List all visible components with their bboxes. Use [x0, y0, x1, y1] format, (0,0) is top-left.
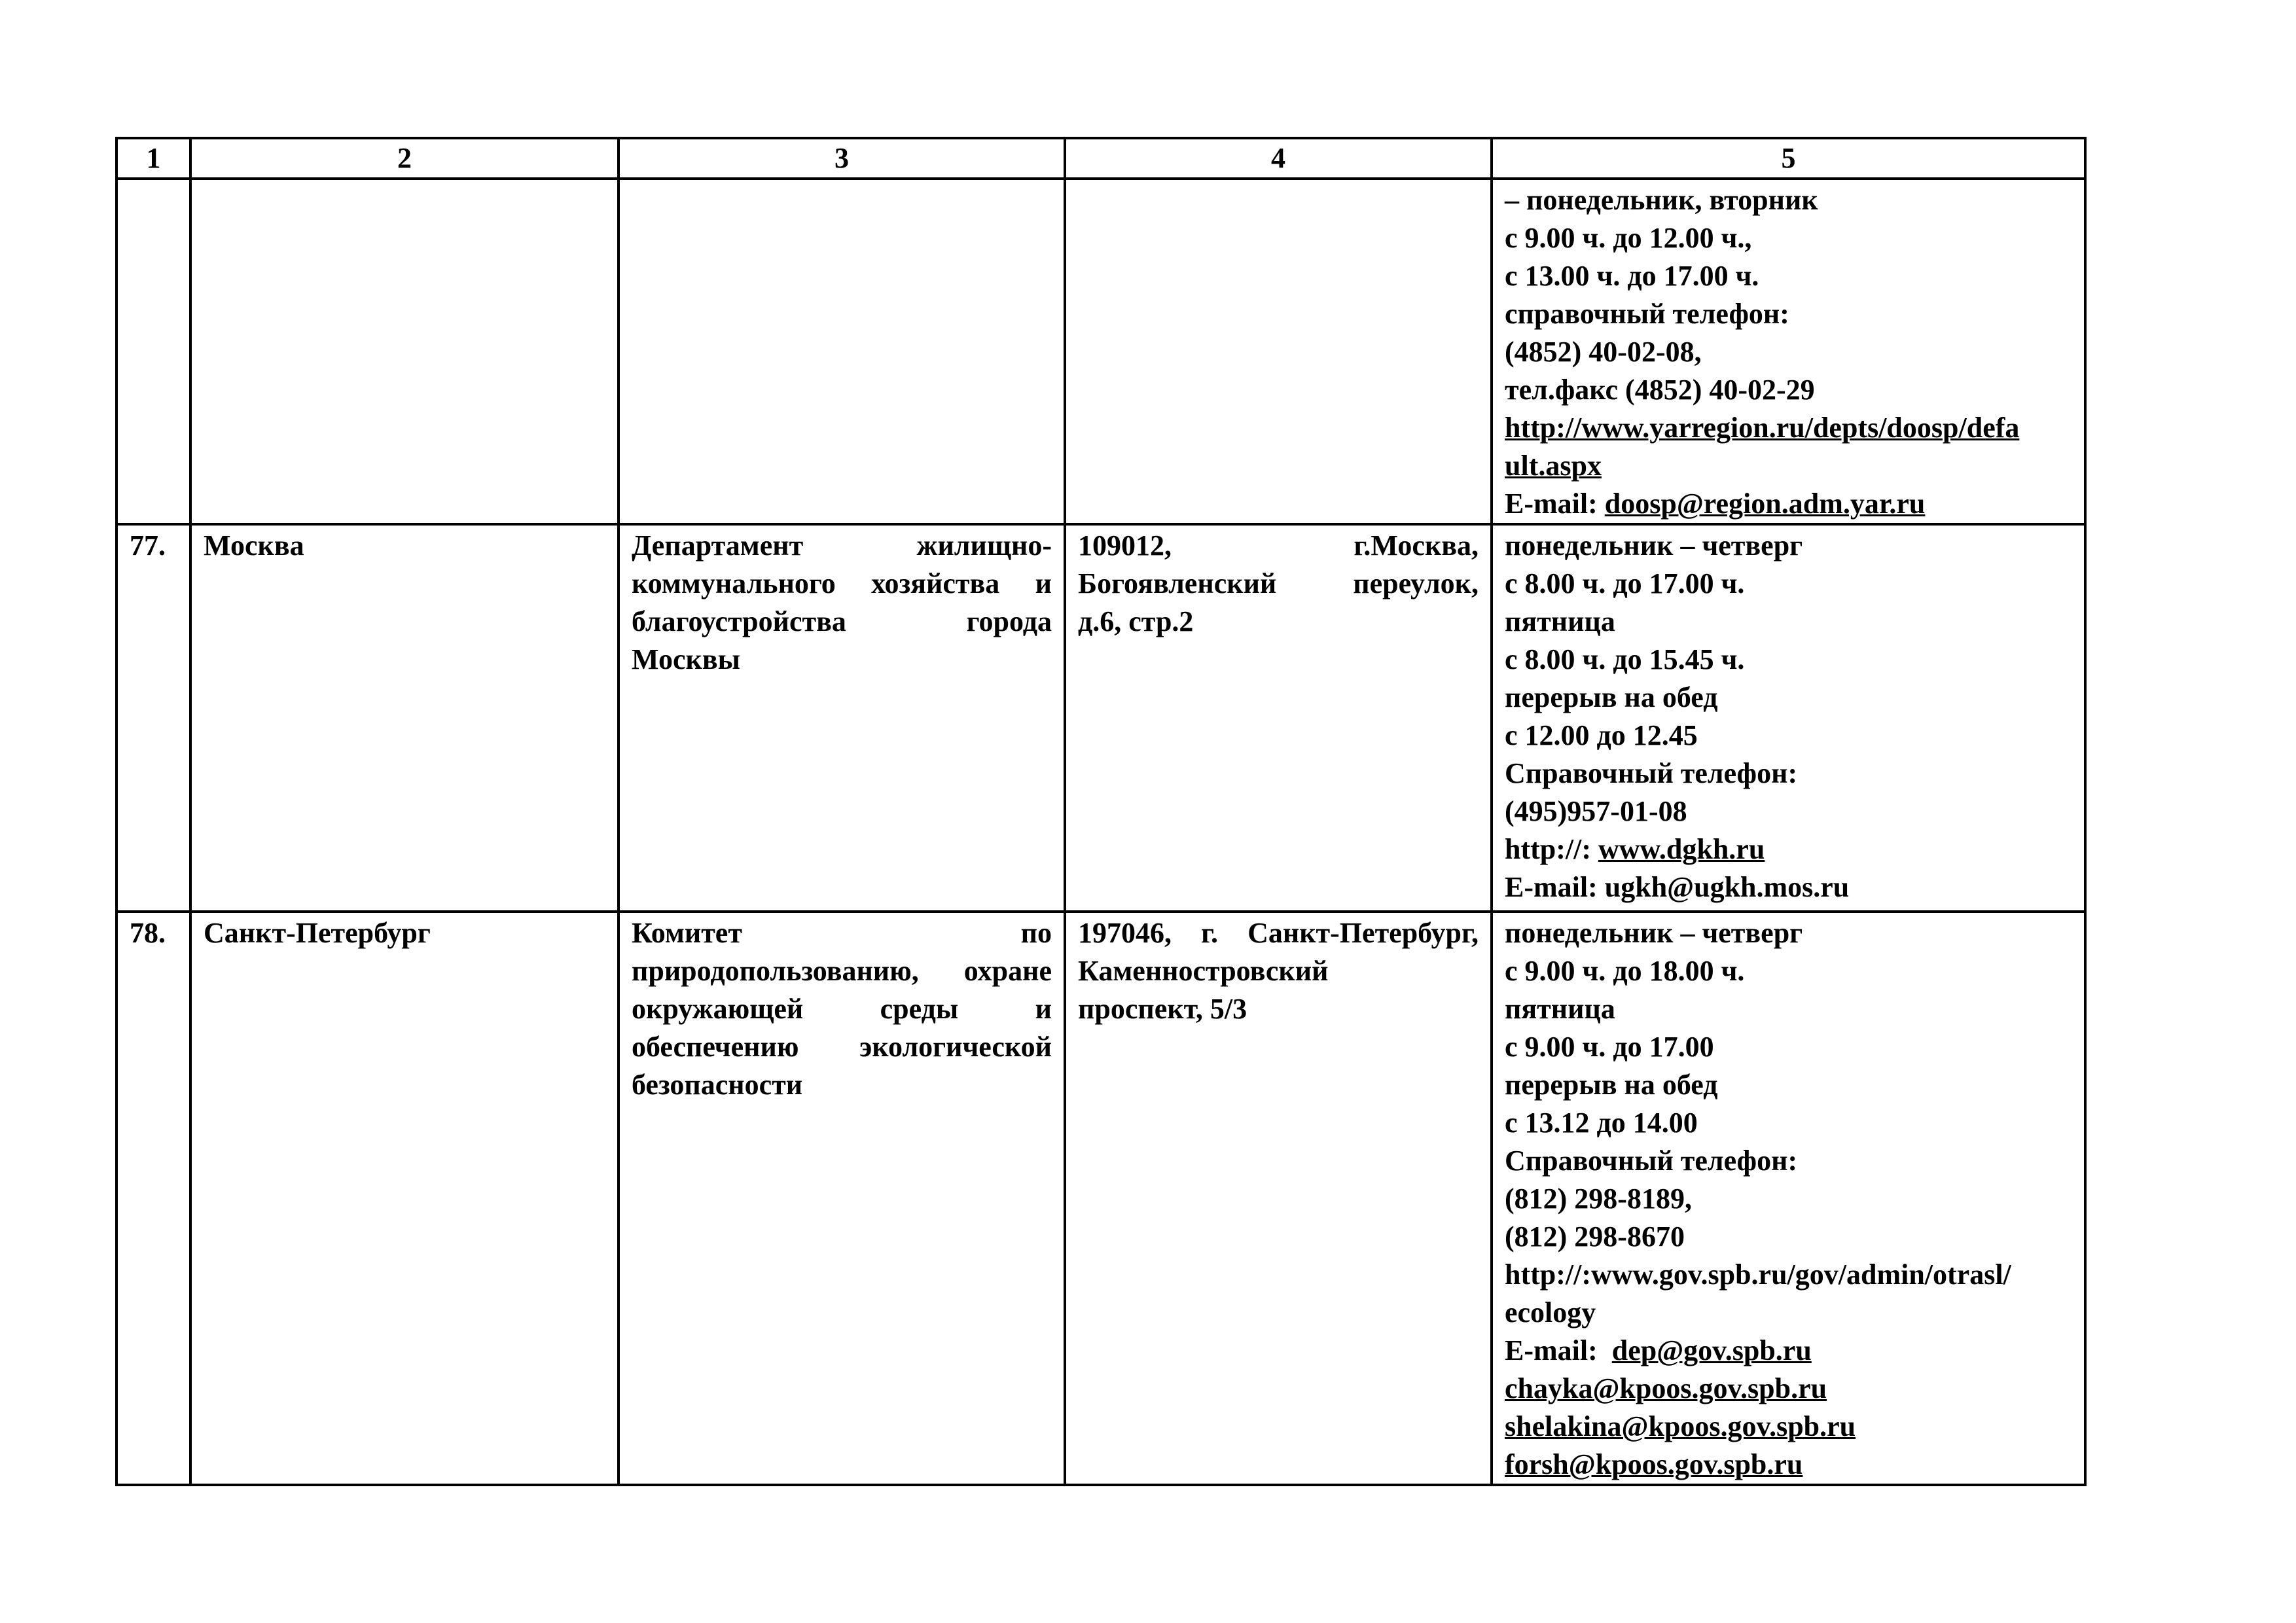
contact-line — [1505, 868, 2072, 906]
contact-link[interactable]: doosp@region.adm.yar.ru — [1604, 488, 1926, 520]
contact-line — [1505, 1408, 2072, 1446]
cell-text-line: Москвы — [632, 643, 740, 675]
contact-link[interactable]: dep@gov.spb.ru — [1611, 1334, 1812, 1366]
contact-line — [1505, 717, 2072, 755]
cell-text-line: обеспечению экологической — [632, 1031, 1052, 1063]
contact-link[interactable]: http://www.yarregion.ru/depts/doosp/defa — [1505, 412, 2020, 444]
table-row-continuation — [117, 179, 2085, 524]
cell-num: 78. — [117, 912, 190, 1485]
col-header-1: 1 — [117, 138, 190, 179]
contact-text: понедельник – четверг — [1505, 917, 1803, 949]
cell-address — [1065, 912, 1492, 1485]
cell-text-line: д.6, стр.2 — [1078, 605, 1194, 637]
contact-line — [1505, 565, 2072, 603]
contact-line — [1505, 1370, 2072, 1408]
contact-link[interactable]: chayka@kpoos.gov.spb.ru — [1505, 1372, 1827, 1404]
col-header-3: 3 — [619, 138, 1065, 179]
cell-text-line: 109012, г.Москва, — [1078, 529, 1479, 562]
contact-line — [1505, 641, 2072, 679]
contact-line — [1505, 371, 2072, 409]
contact-text: справочный телефон: — [1505, 298, 1789, 330]
contact-line — [1505, 1332, 2072, 1370]
contact-line — [1505, 1218, 2072, 1256]
address-lines — [1078, 527, 1479, 641]
contact-text: ecology — [1505, 1296, 1596, 1329]
contact-line — [1505, 952, 2072, 990]
cell-text-line: благоустройства города — [632, 605, 1052, 637]
contact-text: (495)957-01-08 — [1505, 795, 1687, 827]
cell-text-line: окружающей среды и — [632, 993, 1052, 1025]
col-header-4: 4 — [1065, 138, 1492, 179]
contact-text: с 8.00 ч. до 15.45 ч. — [1505, 643, 1745, 675]
contact-text: с 13.12 до 14.00 — [1505, 1107, 1698, 1139]
contact-text: (812) 298-8670 — [1505, 1221, 1685, 1253]
contact-line — [1505, 409, 2072, 447]
contact-line — [1505, 1028, 2072, 1066]
contact-line — [1505, 1180, 2072, 1218]
contact-line — [1505, 603, 2072, 641]
contact-line — [1505, 527, 2072, 565]
contact-line — [1505, 219, 2072, 257]
org-lines — [632, 914, 1052, 1104]
cell-text-line: Комитет по — [632, 917, 1052, 949]
contact-line — [1505, 679, 2072, 717]
contact-line — [1505, 914, 2072, 952]
contact-lines — [1505, 527, 2072, 906]
cell-text-line: Богоявленский переулок, — [1078, 567, 1479, 599]
cell-contacts — [1492, 179, 2085, 524]
cell-num: 77. — [117, 524, 190, 912]
contact-text: с 9.00 ч. до 17.00 — [1505, 1031, 1714, 1063]
header-row — [117, 138, 2085, 179]
contact-lines — [1505, 914, 2072, 1484]
contact-text: перерыв на обед — [1505, 1069, 1718, 1101]
contact-text: понедельник – четверг — [1505, 529, 1803, 562]
contact-text: http://:www.gov.spb.ru/gov/admin/otrasl/ — [1505, 1258, 2011, 1291]
cell-organization — [619, 524, 1065, 912]
contact-link[interactable]: shelakina@kpoos.gov.spb.ru — [1505, 1410, 1856, 1442]
cell-region — [190, 179, 619, 524]
contact-link[interactable]: www.dgkh.ru — [1598, 833, 1765, 865]
contact-text: (4852) 40-02-08, — [1505, 336, 1702, 368]
cell-contacts — [1492, 912, 2085, 1485]
contact-line — [1505, 333, 2072, 371]
cell-text-line: коммунального хозяйства и — [632, 567, 1052, 599]
contact-line — [1505, 1104, 2072, 1142]
cell-address — [1065, 524, 1492, 912]
contact-line — [1505, 447, 2072, 485]
cell-num — [117, 179, 190, 524]
cell-organization — [619, 912, 1065, 1485]
contact-link[interactable]: forsh@kpoos.gov.spb.ru — [1505, 1448, 1803, 1480]
contact-text: с 9.00 ч. до 12.00 ч., — [1505, 222, 1752, 254]
contact-lines — [1505, 181, 2072, 523]
cell-address — [1065, 179, 1492, 524]
contact-text: (812) 298-8189, — [1505, 1183, 1692, 1215]
contact-text: с 12.00 до 12.45 — [1505, 719, 1698, 751]
contact-text: Справочный телефон: — [1505, 1145, 1798, 1177]
org-lines — [632, 527, 1052, 679]
contact-text: с 9.00 ч. до 18.00 ч. — [1505, 955, 1745, 987]
contact-text: пятница — [1505, 605, 1615, 637]
cell-text-line: безопасности — [632, 1069, 803, 1101]
contact-text: тел.факс (4852) 40-02-29 — [1505, 374, 1815, 406]
contact-text: перерыв на обед — [1505, 681, 1718, 713]
cell-text-line: проспект, 5/3 — [1078, 993, 1247, 1025]
cell-organization — [619, 179, 1065, 524]
cell-text-line: 197046, г. Санкт-Петербург, — [1078, 917, 1479, 949]
contact-line — [1505, 755, 2072, 793]
contact-line — [1505, 1256, 2072, 1294]
cell-text-line: природопользованию, охране — [632, 955, 1052, 987]
contact-line — [1505, 1142, 2072, 1180]
cell-region: Москва — [190, 524, 619, 912]
contact-line — [1505, 990, 2072, 1028]
contact-line — [1505, 793, 2072, 830]
contact-prefix: E-mail: — [1505, 1334, 1612, 1366]
cell-text-line: Департамент жилищно- — [632, 529, 1052, 562]
cell-contacts — [1492, 524, 2085, 912]
registry-table — [115, 137, 2087, 1486]
contact-line — [1505, 1066, 2072, 1104]
contact-text: с 8.00 ч. до 17.00 ч. — [1505, 567, 1745, 599]
contact-line — [1505, 830, 2072, 868]
cell-region: Санкт-Петербург — [190, 912, 619, 1485]
contact-link[interactable]: ult.aspx — [1505, 450, 1602, 482]
contact-text: Справочный телефон: — [1505, 757, 1798, 789]
contact-prefix: E-mail: — [1505, 488, 1605, 520]
contact-text: – понедельник, вторник — [1505, 184, 1818, 216]
contact-line — [1505, 181, 2072, 219]
contact-line — [1505, 485, 2072, 523]
col-header-2: 2 — [190, 138, 619, 179]
contact-line — [1505, 295, 2072, 333]
contact-line — [1505, 1446, 2072, 1484]
address-lines — [1078, 914, 1479, 1028]
table-row — [117, 912, 2085, 1485]
col-header-5: 5 — [1492, 138, 2085, 179]
contact-prefix: http://: — [1505, 833, 1598, 865]
contact-text: пятница — [1505, 993, 1615, 1025]
cell-text-line: Каменностровский — [1078, 955, 1329, 987]
contact-text: E-mail: ugkh@ugkh.mos.ru — [1505, 871, 1850, 903]
contact-line — [1505, 257, 2072, 295]
table-row — [117, 524, 2085, 912]
contact-text: с 13.00 ч. до 17.00 ч. — [1505, 260, 1759, 292]
contact-line — [1505, 1294, 2072, 1332]
